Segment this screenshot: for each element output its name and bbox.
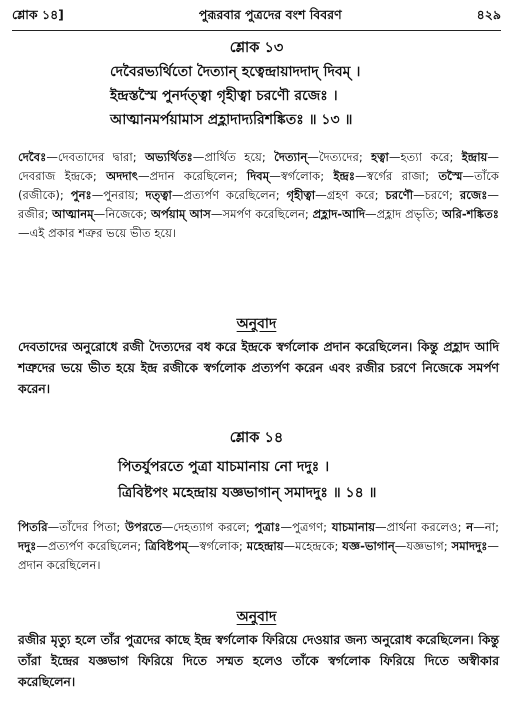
header-chapter-title: পুরূরবার পুত্রদের বংশ বিবরণ [198,7,342,22]
synonym-gloss: —চরণে; [413,188,460,202]
synonyms-14 [18,518,499,575]
page-number: ৪২৯ [476,7,501,22]
synonym-term: সমাদদুঃ [451,539,488,553]
synonym-gloss: —গ্রহণ করে; [315,188,386,202]
verse-13-text [110,60,513,132]
header-verse-ref: শ্লোক ১৪] [12,7,64,22]
synonym-term: পুনঃ [70,188,92,202]
synonym-term: হত্বা [371,150,389,164]
synonym-term: তস্মৈ [438,169,463,183]
synonym-term: পিতরি [18,520,48,534]
synonyms-13 [18,148,499,243]
synonym-gloss: —প্রার্থিত হয়ে; [192,150,275,164]
synonym-gloss: —রজীর; [18,188,499,221]
synonym-term: অরি-শঙ্কিতঃ [442,207,499,221]
synonym-term: রজেঃ [459,188,488,202]
synonym-term: ত্রিবিষ্টপম্ [145,539,188,553]
synonym-term: ইন্দ্রঃ [333,169,356,183]
synonym-gloss: —স্বর্গলোক; [269,169,334,183]
header-rule [12,30,501,31]
synonym-term: দত্ত্বা [145,188,172,202]
synonym-term: অর্পয়াম্ আস [150,207,211,221]
verse-13-number: শ্লোক ১৩ [229,40,284,56]
synonym-gloss: —তাঁকে (রজীকে); [18,169,499,202]
translation-13-text: দেবতাদের অনুরোধে রজী দৈত্যদের বধ করে ইন্দ্রকে স্বর্গলোক প্রদান করেছিলেন। কিন্তু প্রহ্লাদ আদি শত্রুদের ভয়ে ভীত হয়ে ইন্দ্র রজীকে স্বর্গলোক প্রত্যর্পণ করেন এবং রজীর চরণে নিজেকে সমর্পণ করেন। [18,340,499,396]
synonym-gloss: —পুনরায়; [91,188,146,202]
synonym-gloss: —এই প্রকার শত্রুর ভয়ে ভীত হয়ে। [18,226,177,240]
translation-14-title: অনুবাদ [236,609,277,625]
synonym-gloss: —হত্যা করে; [388,150,462,164]
synonym-gloss: —যজ্ঞভাগ; [394,539,452,553]
translation-13-title: অনুবাদ [236,316,277,332]
synonym-gloss: —প্রদান করেছিলেন। [18,539,499,572]
synonym-gloss: —সমর্পণ করেছিলেন; [210,207,313,221]
translation-14-text: রজীর মৃত্যু হলে তাঁর পুত্রদের কাছে ইন্দ্র স্বর্গলোক ফিরিয়ে দেওয়ার জন্য অনুরোধ করেছিলেন। কিন্তু তাঁরা ইন্দ্রের যজ্ঞভাগ ফিরিয়ে দিতে সম্মত হলেও তাঁকে স্বর্গলোক ফিরিয়ে দিতে অস্বীকার করেছিলেন। [18,633,499,689]
verse-14-line-2: ত্রিবিষ্টপং মহেন্দ্রায় যজ্ঞভাগান্ সমাদদুঃ ॥ ১৪ ॥ [118,485,377,501]
synonym-gloss: —স্বর্গলোক; [187,539,247,553]
synonym-term: প্রহ্লাদ-আদি [312,207,366,221]
synonym-gloss: —মহেন্দ্রকে; [283,539,343,553]
verse-13-line-2: ইন্দ্রস্তস্মৈ পুনর্দত্ত্বা গৃহীত্বা চরণৌ রজেঃ । [110,88,338,104]
synonym-term: ইন্দ্রায় [461,150,488,164]
verse-13-line-3: আত্মানমর্পয়ামাস প্রহ্লাদাদ্যরিশঙ্কিতঃ ॥ ১৩ ॥ [110,112,353,128]
synonym-gloss: —প্রত্যর্পণ করেছিলেন; [171,188,287,202]
synonym-term: মহেন্দ্রায় [246,539,284,553]
running-header [12,6,501,28]
synonym-term: যাচমানায় [331,520,376,534]
synonym-term: পুত্রাঃ [254,520,281,534]
synonym-term: উপরতে [125,520,162,534]
synonym-term: দদুঃ [18,539,37,553]
synonym-term: দেবৈঃ [18,150,47,164]
synonym-gloss: —পুত্রগণ; [280,520,332,534]
verse-14-line-1: পিতর্যুপরতে পুত্রা যাচমানায় নো দদুঃ । [118,459,330,475]
synonym-gloss: —স্বর্গের রাজা; [355,169,439,183]
synonym-term: অদদাৎ [106,169,138,183]
synonym-gloss: —প্রত্যর্পণ করেছিলেন; [36,539,146,553]
synonym-term: ন [466,520,474,534]
synonym-term: দিবম্ [246,169,270,183]
synonym-gloss: —প্রার্থনা করলেও; [375,520,467,534]
synonym-gloss: —প্রহ্লাদ প্রভৃতি; [365,207,443,221]
synonym-term: চরণৌ [385,188,414,202]
synonym-term: দৈত্যান্ [274,150,308,164]
synonym-gloss: —না; [473,520,499,534]
synonym-term: গৃহীত্বা [286,188,316,202]
synonym-gloss: —দৈত্যদের; [307,150,372,164]
verse-13-line-1: দেবৈরভ্যর্থিতো দৈত্যান্ হত্বেন্দ্রায়াদদাদ্ দিবম্ । [110,64,361,80]
verse-14-number: শ্লোক ১৪ [229,430,284,446]
synonym-term: যজ্ঞ-ভাগান্ [342,539,395,553]
synonym-term: অভ্যর্থিতঃ [145,150,193,164]
synonym-gloss: —প্রদান করেছিলেন; [137,169,247,183]
synonym-term: আত্মানম্ [52,207,94,221]
synonym-gloss: —নিজেকে; [93,207,151,221]
synonym-gloss: —দেবরাজ ইন্দ্রকে; [18,150,499,183]
synonym-gloss: —দেবতাদের দ্বারা; [46,150,146,164]
verse-14-text [118,455,513,507]
synonym-gloss: —দেহত্যাগ করলে; [161,520,255,534]
synonym-gloss: —তাঁদের পিতা; [47,520,126,534]
